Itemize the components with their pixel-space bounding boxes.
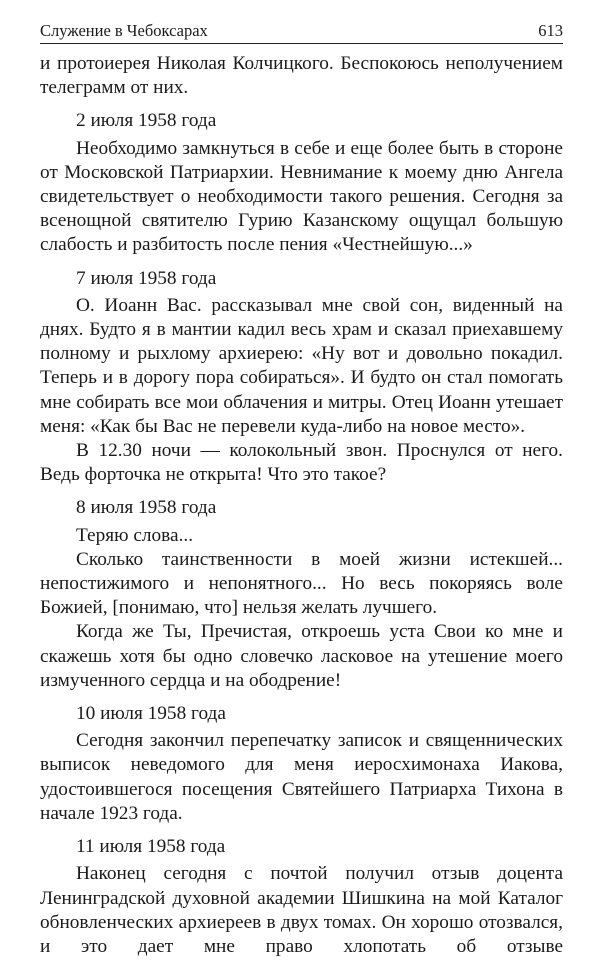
entry-date: 2 июля 1958 года: [76, 110, 217, 132]
entry-paragraph: О. Иоанн Вас. рассказывал мне свой сон, виденный на днях. Будто я в мантии кадил весь храм и сказал приехавшему полному и рыхлому архиерею: «Ну вот и довольно покадил. Теперь и в дорогу пора собираться». И будто он стал помогать мне собирать все мои облачения и митры. Отец Иоанн утешает меня: «Как бы Вас не перевели куда-либо на новое место».: [40, 294, 563, 437]
entry-date: 10 июля 1958 года: [76, 703, 226, 725]
entry-paragraph: Наконец сегодня с почтой получил отзыв доцента Ленинградской духовной академии Шишкина на мой Каталог обновленческих архиереев в двух томах. Он хорошо отозвался, и это дает мне право хлопотать об отзыве: [40, 863, 563, 957]
entry-date: 11 июля 1958 года: [76, 836, 226, 858]
entry-paragraph: Сколько таинственности в моей жизни истекшей... непостижимого и непонятного... Но весь покоряясь воле Божией, [понимаю, что] нельзя желать лучшего.: [40, 548, 563, 619]
diary-entry: [40, 109, 563, 257]
continuation-paragraph: и протоиерея Николая Колчицкого. Беспокоюсь неполучением телеграмм от них.: [40, 53, 563, 99]
running-head-title: Служение в Чебоксарах: [40, 21, 208, 40]
page-number: 613: [538, 21, 563, 40]
entry-paragraph: Когда же Ты, Пречистая, откроешь уста Свои ко мне и скажешь хотя бы одно словечко ласковое на утешение моего измученного сердца и на ободрение!: [40, 621, 563, 691]
diary-entry: [40, 496, 563, 693]
page-content: [40, 52, 563, 959]
entry-paragraph: Теряю слова...: [76, 524, 194, 546]
entry-date: 7 июля 1958 года: [76, 267, 217, 289]
diary-entry: [40, 267, 563, 488]
running-head: [40, 18, 563, 44]
entry-paragraph: В 12.30 ночи — колокольный звон. Проснулся от него. Ведь форточка не открыта! Что это такое?: [40, 440, 563, 486]
entry-paragraph: Необходимо замкнуться в себе и еще более быть в стороне от Московской Патриархии. Невнимание к моему дню Ангела свидетельствует о необходимости такого решения. Сегодня за всенощной святителю Гурию Казанскому ощущал большую слабость и разбитость после пения «Честнейшую...»: [40, 137, 563, 256]
entry-paragraph: Сегодня закончил перепечатку записок и священнических выписок неведомого для меня иеросхимонаха Иакова, удостоившегося посещения Святейшего Патриарха Тихона в начале 1923 года.: [40, 730, 563, 824]
entry-date: 8 июля 1958 года: [76, 497, 217, 519]
diary-entry: [40, 835, 563, 959]
diary-entry: [40, 702, 563, 826]
